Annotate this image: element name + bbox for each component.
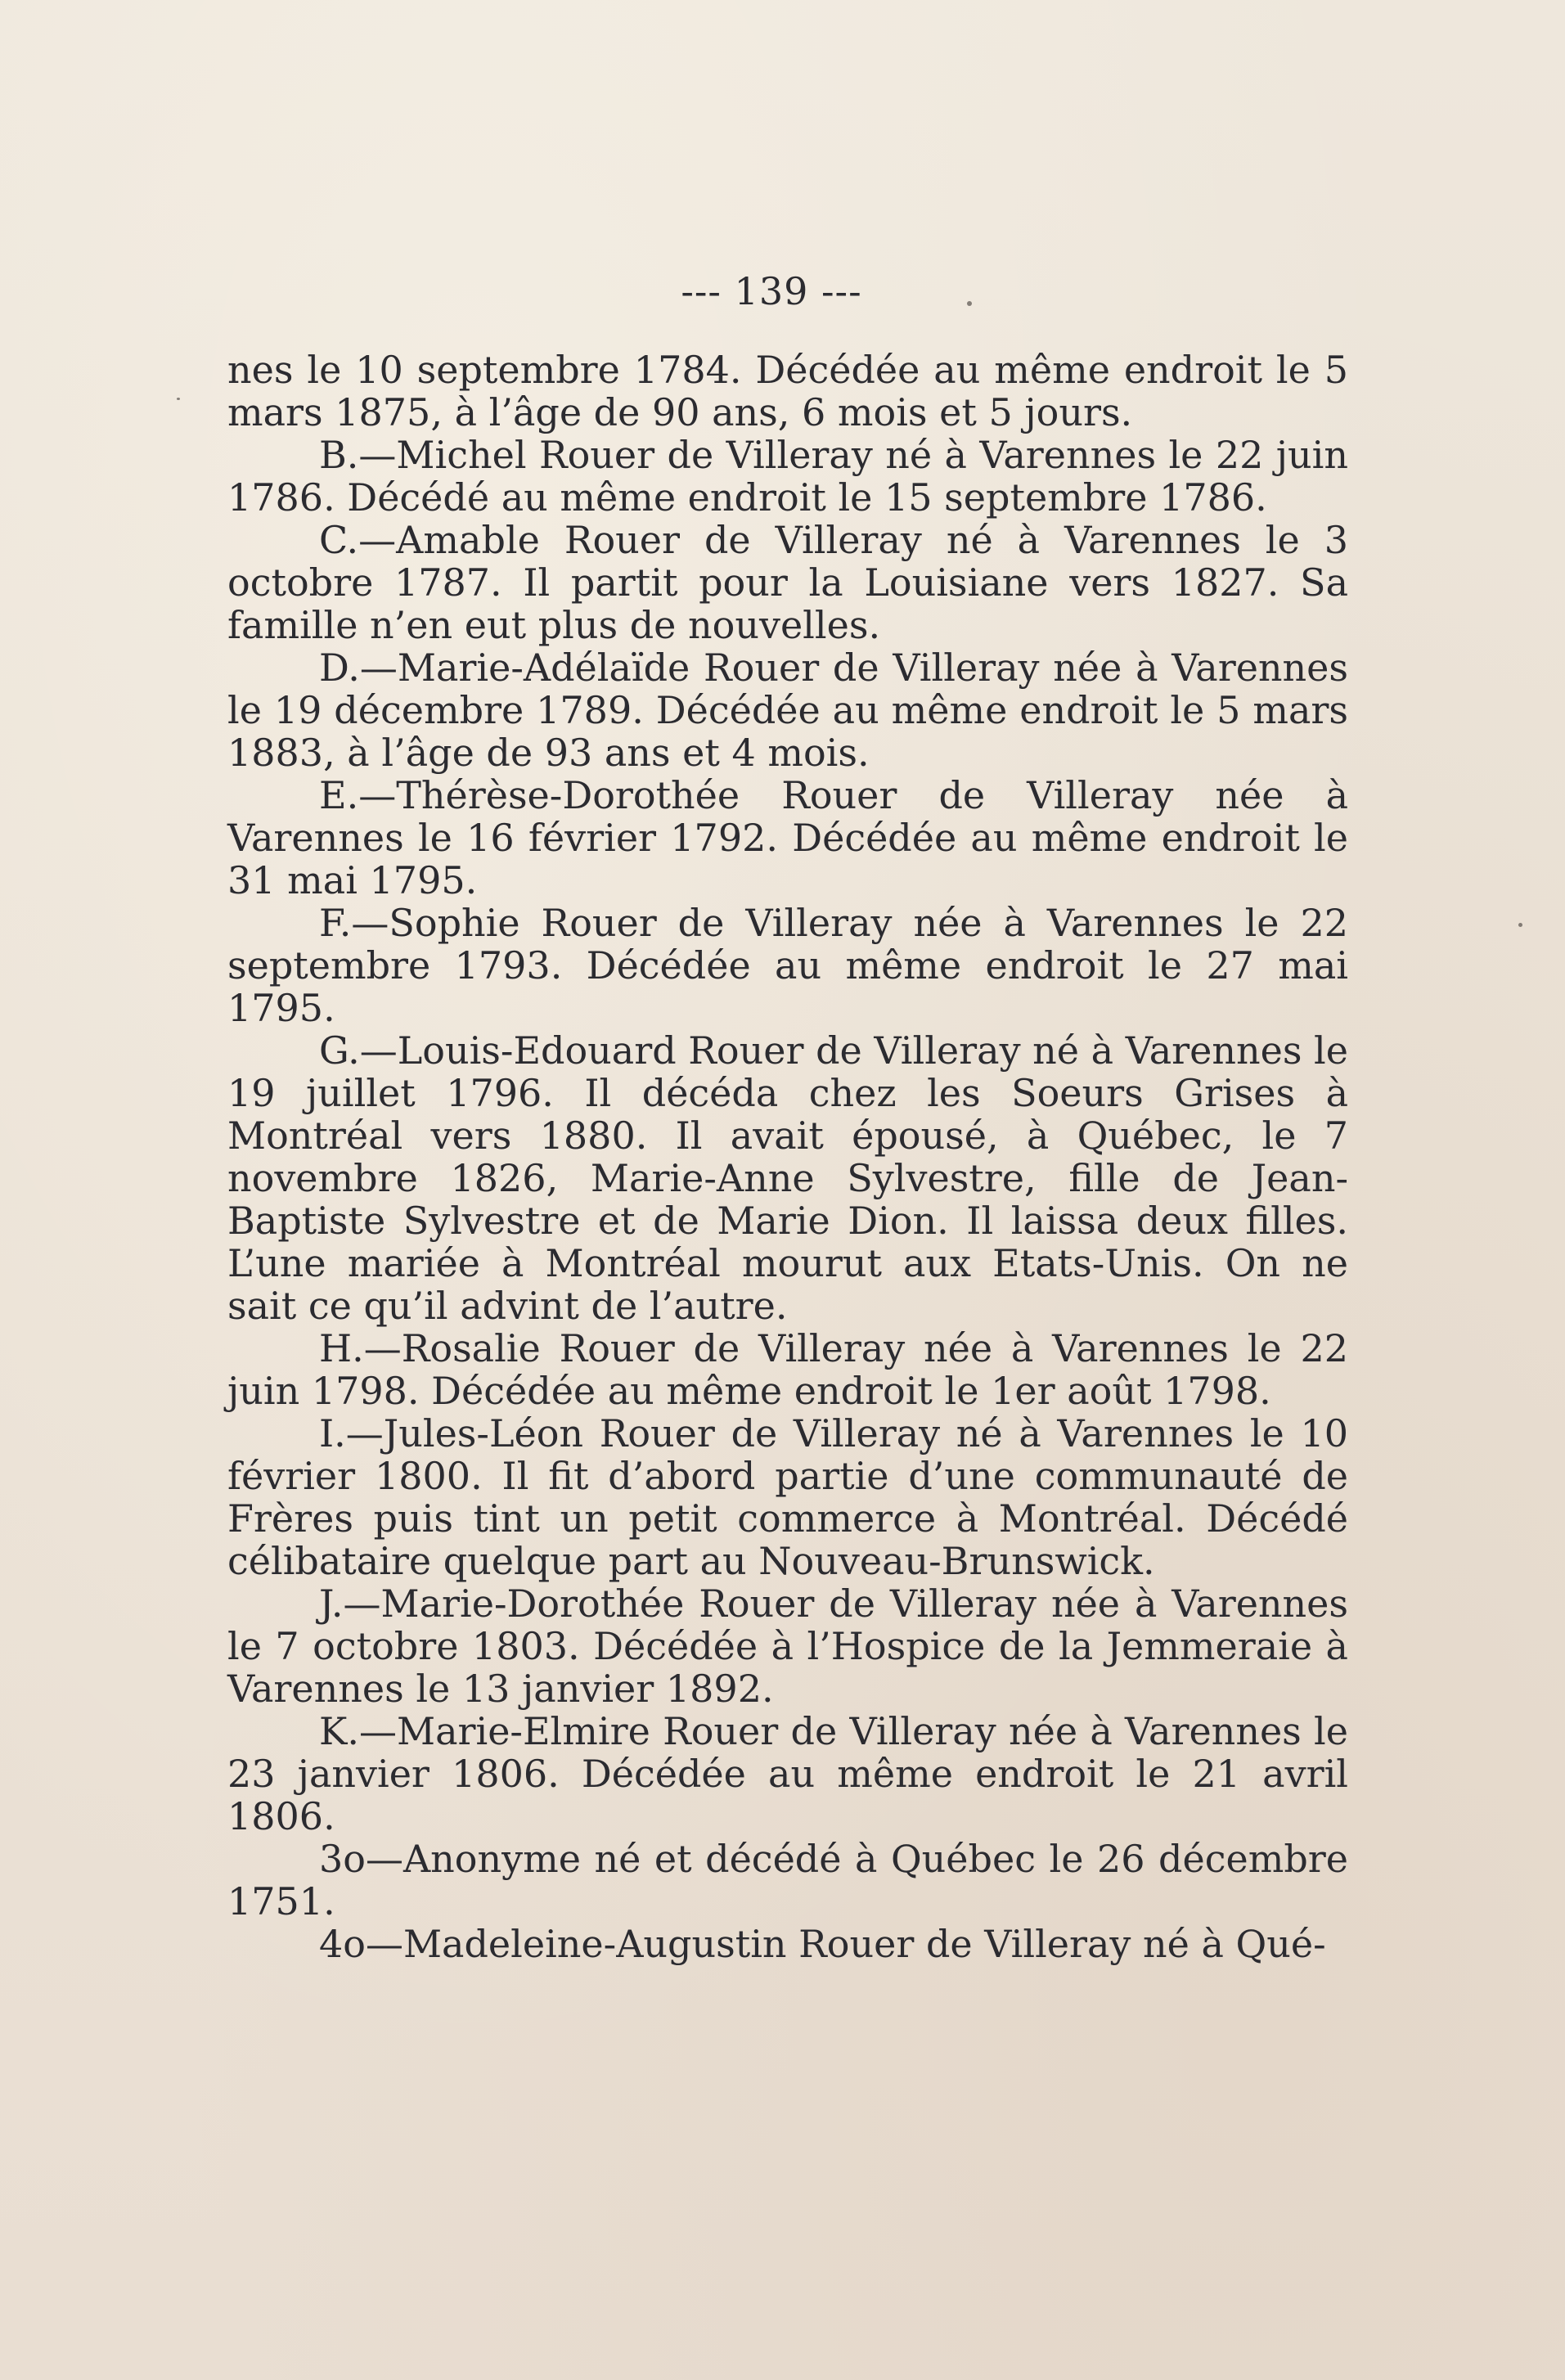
paragraph-entry-i: I.—Jules-Léon Rouer de Villeray né à Varennes le 10 février 1800. Il fit d’abord partie d’une communauté de Frères puis tint un petit commerce à Montréal. Décédé célibataire quelque part au Nouveau-Brunswick. [227,1411,1348,1583]
paragraph-entry-f: F.—Sophie Rouer de Villeray née à Varennes le 22 septembre 1793. Décédée au même endroit le 27 mai 1795. [227,901,1348,1030]
paragraph-entry-c: C.—Amable Rouer de Villeray né à Varennes le 3 octobre 1787. Il partit pour la Louisiane vers 1827. Sa famille n’en eut plus de nouvelles. [227,518,1348,647]
paragraph-entry-k: K.—Marie-Elmire Rouer de Villeray née à Varennes le 23 janvier 1806. Décédée au même endroit le 21 avril 1806. [227,1709,1348,1838]
page-text-block [227,270,1348,1965]
paragraph-entry-e: E.—Thérèse-Dorothée Rouer de Villeray née à Varennes le 16 février 1792. Décédée au même endroit le 31 mai 1795. [227,773,1348,902]
paragraph-entry-4o: 4o—Madeleine-Augustin Rouer de Villeray né à Qué- [319,1922,1326,1966]
paragraph-entry-3o: 3o—Anonyme né et décédé à Québec le 26 décembre 1751. [227,1837,1348,1923]
paragraph-entry-j: J.—Marie-Dorothée Rouer de Villeray née à Varennes le 7 octobre 1803. Décédée à l’Hospice de la Jemmeraie à Varennes le 13 janvier 1892. [227,1581,1348,1711]
ink-speck [177,398,180,400]
page-number: --- 139 --- [681,269,862,313]
paragraph-entry-d: D.—Marie-Adélaïde Rouer de Villeray née à Varennes le 19 décembre 1789. Décédée au même endroit le 5 mars 1883, à l’âge de 93 ans et 4 mois. [227,646,1348,775]
paragraph-continuation: nes le 10 septembre 1784. Décédée au même endroit le 5 mars 1875, à l’âge de 90 ans, 6 mois et 5 jours. [227,348,1348,434]
paragraph-entry-h: H.—Rosalie Rouer de Villeray née à Varennes le 22 juin 1798. Décédée au même endroit le 1er août 1798. [227,1326,1348,1413]
paragraph-entry-g: G.—Louis-Edouard Rouer de Villeray né à Varennes le 19 juillet 1796. Il décéda chez les Soeurs Grises à Montréal vers 1880. Il avait épousé, à Québec, le 7 novembre 1826, Marie-Anne Sylvestre, fille de Jean-Baptiste Sylvestre et de Marie Dion. Il laissa deux filles. L’une mariée à Montréal mourut aux Etats-Unis. On ne sait ce qu’il advint de l’autre. [227,1028,1348,1328]
paragraph-entry-b: B.—Michel Rouer de Villeray né à Varennes le 22 juin 1786. Décédé au même endroit le 15 septembre 1786. [227,433,1348,520]
ink-speck [1518,923,1522,927]
